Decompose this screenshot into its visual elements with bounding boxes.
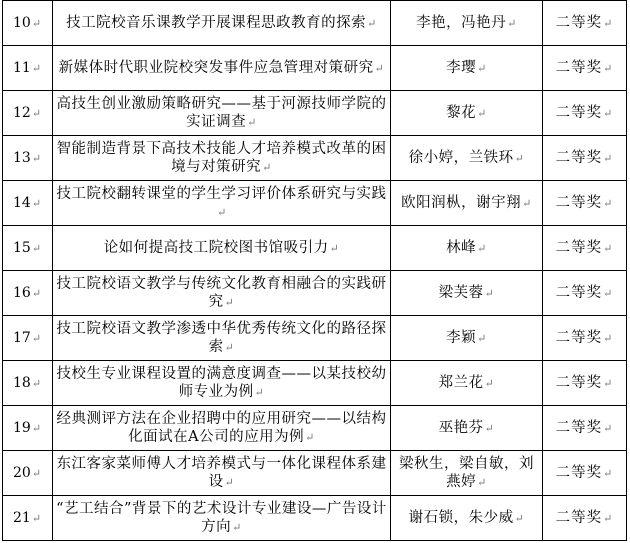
paper-title-text: 论如何提高技工院校图书馆吸引力 (103, 239, 329, 256)
row-number-text: 14 (13, 194, 31, 211)
row-number (3, 271, 53, 316)
paragraph-mark-icon: ↵ (603, 376, 614, 390)
paper-authors (391, 271, 543, 316)
paragraph-mark-icon: ↵ (484, 421, 495, 435)
table-row (3, 316, 627, 361)
paragraph-mark-icon: ↵ (224, 475, 235, 489)
paper-title-text: 技工院校音乐课教学开展课程思政教育的探索 (66, 14, 367, 31)
row-number (3, 226, 53, 271)
paragraph-mark-icon: ↵ (603, 421, 614, 435)
paper-authors (391, 451, 543, 496)
paragraph-mark-icon: ↵ (514, 151, 525, 165)
paragraph-mark-icon: ↵ (603, 61, 614, 75)
paper-authors (391, 406, 543, 451)
paragraph-mark-icon: ↵ (31, 241, 42, 255)
row-number (3, 91, 53, 136)
paragraph-mark-icon: ↵ (477, 331, 487, 345)
award-level (543, 91, 627, 136)
award-level (543, 496, 627, 541)
paragraph-mark-icon: ↵ (603, 196, 614, 210)
paragraph-mark-icon: ↵ (603, 16, 614, 30)
paper-title (53, 316, 391, 361)
paper-title (53, 46, 391, 91)
table-row (3, 406, 627, 451)
paper-authors-text: 梁秋生，梁自敏，刘燕婷 (399, 455, 534, 490)
award-level-text: 二等奖 (555, 509, 603, 526)
paper-title-text: 东江客家菜师傅人才培养模式与一体化课程体系建设 (56, 455, 387, 490)
paper-title-text: 高技生创业激励策略研究——基于河源技师学院的实证调查 (56, 95, 387, 130)
row-number (3, 451, 53, 496)
paper-title-text: 技校生专业课程设置的满意度调查——以某技校幼师专业为例 (56, 365, 387, 400)
paper-authors (391, 181, 543, 226)
award-level (543, 226, 627, 271)
row-number (3, 181, 53, 226)
paper-authors-text: 黎花 (446, 104, 477, 121)
table-row (3, 91, 627, 136)
row-number-text: 17 (13, 329, 31, 346)
paper-authors (391, 226, 543, 271)
paper-authors-text: 李璎 (446, 59, 477, 76)
paper-authors (391, 361, 543, 406)
award-level-text: 二等奖 (555, 464, 603, 481)
table-row (3, 46, 627, 91)
paper-authors (391, 1, 543, 46)
paper-authors-text: 巫艳芬 (438, 419, 484, 436)
table-row (3, 361, 627, 406)
paragraph-mark-icon: ↵ (31, 61, 42, 75)
award-level (543, 271, 627, 316)
paper-title-text: 技工院校语文教学与传统文化教育相融合的实践研究 (56, 275, 387, 310)
row-number (3, 46, 53, 91)
paragraph-mark-icon: ↵ (232, 520, 242, 534)
paper-authors-text: 梁芙蓉 (438, 284, 484, 301)
paper-authors (391, 46, 543, 91)
paper-authors (391, 136, 543, 181)
paragraph-mark-icon: ↵ (477, 475, 487, 489)
award-level (543, 1, 627, 46)
paragraph-mark-icon: ↵ (484, 286, 495, 300)
row-number (3, 361, 53, 406)
paper-authors-text: 欧阳润枞，谢宇翔 (401, 194, 522, 211)
paragraph-mark-icon: ↵ (224, 340, 235, 354)
paragraph-mark-icon: ↵ (31, 106, 42, 120)
paper-title (53, 496, 391, 541)
paper-title-text: “艺工结合”背景下的艺术设计专业建设—广告设计方向 (56, 500, 387, 535)
paragraph-mark-icon: ↵ (477, 61, 487, 75)
award-level-text: 二等奖 (555, 149, 603, 166)
paragraph-mark-icon: ↵ (514, 511, 525, 525)
paragraph-mark-icon: ↵ (329, 241, 340, 255)
paragraph-mark-icon: ↵ (31, 331, 42, 345)
paper-authors-text: 李颖 (446, 329, 477, 346)
paper-title (53, 181, 391, 226)
award-level-text: 二等奖 (555, 419, 603, 436)
paper-title-text: 新媒体时代职业院校突发事件应急管理对策研究 (58, 59, 374, 76)
paragraph-mark-icon: ↵ (603, 511, 614, 525)
award-table-body (3, 1, 627, 541)
paper-authors (391, 91, 543, 136)
paragraph-mark-icon: ↵ (374, 61, 385, 75)
paragraph-mark-icon: ↵ (31, 466, 42, 480)
award-level-text: 二等奖 (555, 14, 603, 31)
award-level-text: 二等奖 (555, 104, 603, 121)
row-number-text: 21 (13, 509, 31, 526)
paper-title (53, 361, 391, 406)
paragraph-mark-icon: ↵ (31, 196, 42, 210)
row-number-text: 18 (13, 374, 31, 391)
paragraph-mark-icon: ↵ (31, 286, 42, 300)
award-level (543, 451, 627, 496)
row-number-text: 20 (13, 464, 31, 481)
paper-title-text: 技工院校语文教学渗透中华优秀传统文化的路径探索 (56, 320, 387, 355)
paper-title (53, 271, 391, 316)
paragraph-mark-icon: ↵ (603, 106, 614, 120)
award-level (543, 316, 627, 361)
table-row (3, 136, 627, 181)
paragraph-mark-icon: ↵ (31, 421, 42, 435)
table-row (3, 181, 627, 226)
row-number (3, 1, 53, 46)
table-row (3, 1, 627, 46)
paper-title (53, 91, 391, 136)
paragraph-mark-icon: ↵ (603, 466, 614, 480)
paper-title-text: 技工院校翻转课堂的学生学习评价体系研究与实践 (56, 185, 387, 202)
award-level-text: 二等奖 (555, 329, 603, 346)
paper-authors-text: 谢石锁，朱少威 (408, 509, 514, 526)
row-number-text: 13 (13, 149, 31, 166)
paragraph-mark-icon: ↵ (603, 151, 614, 165)
paper-authors-text: 徐小婷，兰铁环 (408, 149, 514, 166)
paragraph-mark-icon: ↵ (31, 151, 42, 165)
paragraph-mark-icon: ↵ (31, 16, 42, 30)
paper-title (53, 1, 391, 46)
paragraph-mark-icon: ↵ (254, 385, 265, 399)
paragraph-mark-icon: ↵ (367, 16, 377, 30)
award-level-text: 二等奖 (555, 194, 603, 211)
paper-authors-text: 李艳，冯艳丹 (416, 14, 507, 31)
paper-authors (391, 496, 543, 541)
row-number (3, 316, 53, 361)
paper-title (53, 451, 391, 496)
paper-authors (391, 316, 543, 361)
award-level (543, 46, 627, 91)
table-row (3, 496, 627, 541)
paragraph-mark-icon: ↵ (31, 376, 42, 390)
award-level-text: 二等奖 (555, 239, 603, 256)
paragraph-mark-icon: ↵ (247, 115, 257, 129)
paper-title-text: 智能制造背景下高技术技能人才培养模式改革的困境与对策研究 (56, 140, 387, 175)
paragraph-mark-icon: ↵ (522, 196, 532, 210)
table-row (3, 451, 627, 496)
paragraph-mark-icon: ↵ (477, 241, 487, 255)
award-level-text: 二等奖 (555, 59, 603, 76)
award-level (543, 406, 627, 451)
row-number-text: 15 (13, 239, 31, 256)
paragraph-mark-icon: ↵ (224, 295, 235, 309)
row-number-text: 19 (13, 419, 31, 436)
award-level (543, 361, 627, 406)
award-level (543, 136, 627, 181)
table-row (3, 271, 627, 316)
paragraph-mark-icon: ↵ (603, 286, 614, 300)
award-level (543, 181, 627, 226)
award-level-text: 二等奖 (555, 284, 603, 301)
paper-title (53, 136, 391, 181)
paper-title (53, 226, 391, 271)
award-level-text: 二等奖 (555, 374, 603, 391)
row-number-text: 16 (13, 284, 31, 301)
paragraph-mark-icon: ↵ (484, 376, 495, 390)
paragraph-mark-icon: ↵ (603, 241, 614, 255)
row-number-text: 12 (13, 104, 31, 121)
award-table (2, 0, 627, 541)
table-row (3, 226, 627, 271)
row-number (3, 136, 53, 181)
row-number-text: 10 (13, 14, 31, 31)
paragraph-mark-icon: ↵ (603, 331, 614, 345)
paragraph-mark-icon: ↵ (217, 205, 227, 219)
paper-authors-text: 郑兰花 (438, 374, 484, 391)
paper-authors-text: 林峰 (446, 239, 477, 256)
paragraph-mark-icon: ↵ (507, 16, 517, 30)
paper-title-text: 经典测评方法在企业招聘中的应用研究——以结构化面试在A公司的应用为例 (56, 410, 387, 445)
paragraph-mark-icon: ↵ (262, 160, 272, 174)
row-number (3, 406, 53, 451)
row-number-text: 11 (13, 59, 31, 76)
paragraph-mark-icon: ↵ (477, 106, 487, 120)
paragraph-mark-icon: ↵ (305, 430, 315, 444)
paragraph-mark-icon: ↵ (31, 511, 42, 525)
paper-title (53, 406, 391, 451)
row-number (3, 496, 53, 541)
